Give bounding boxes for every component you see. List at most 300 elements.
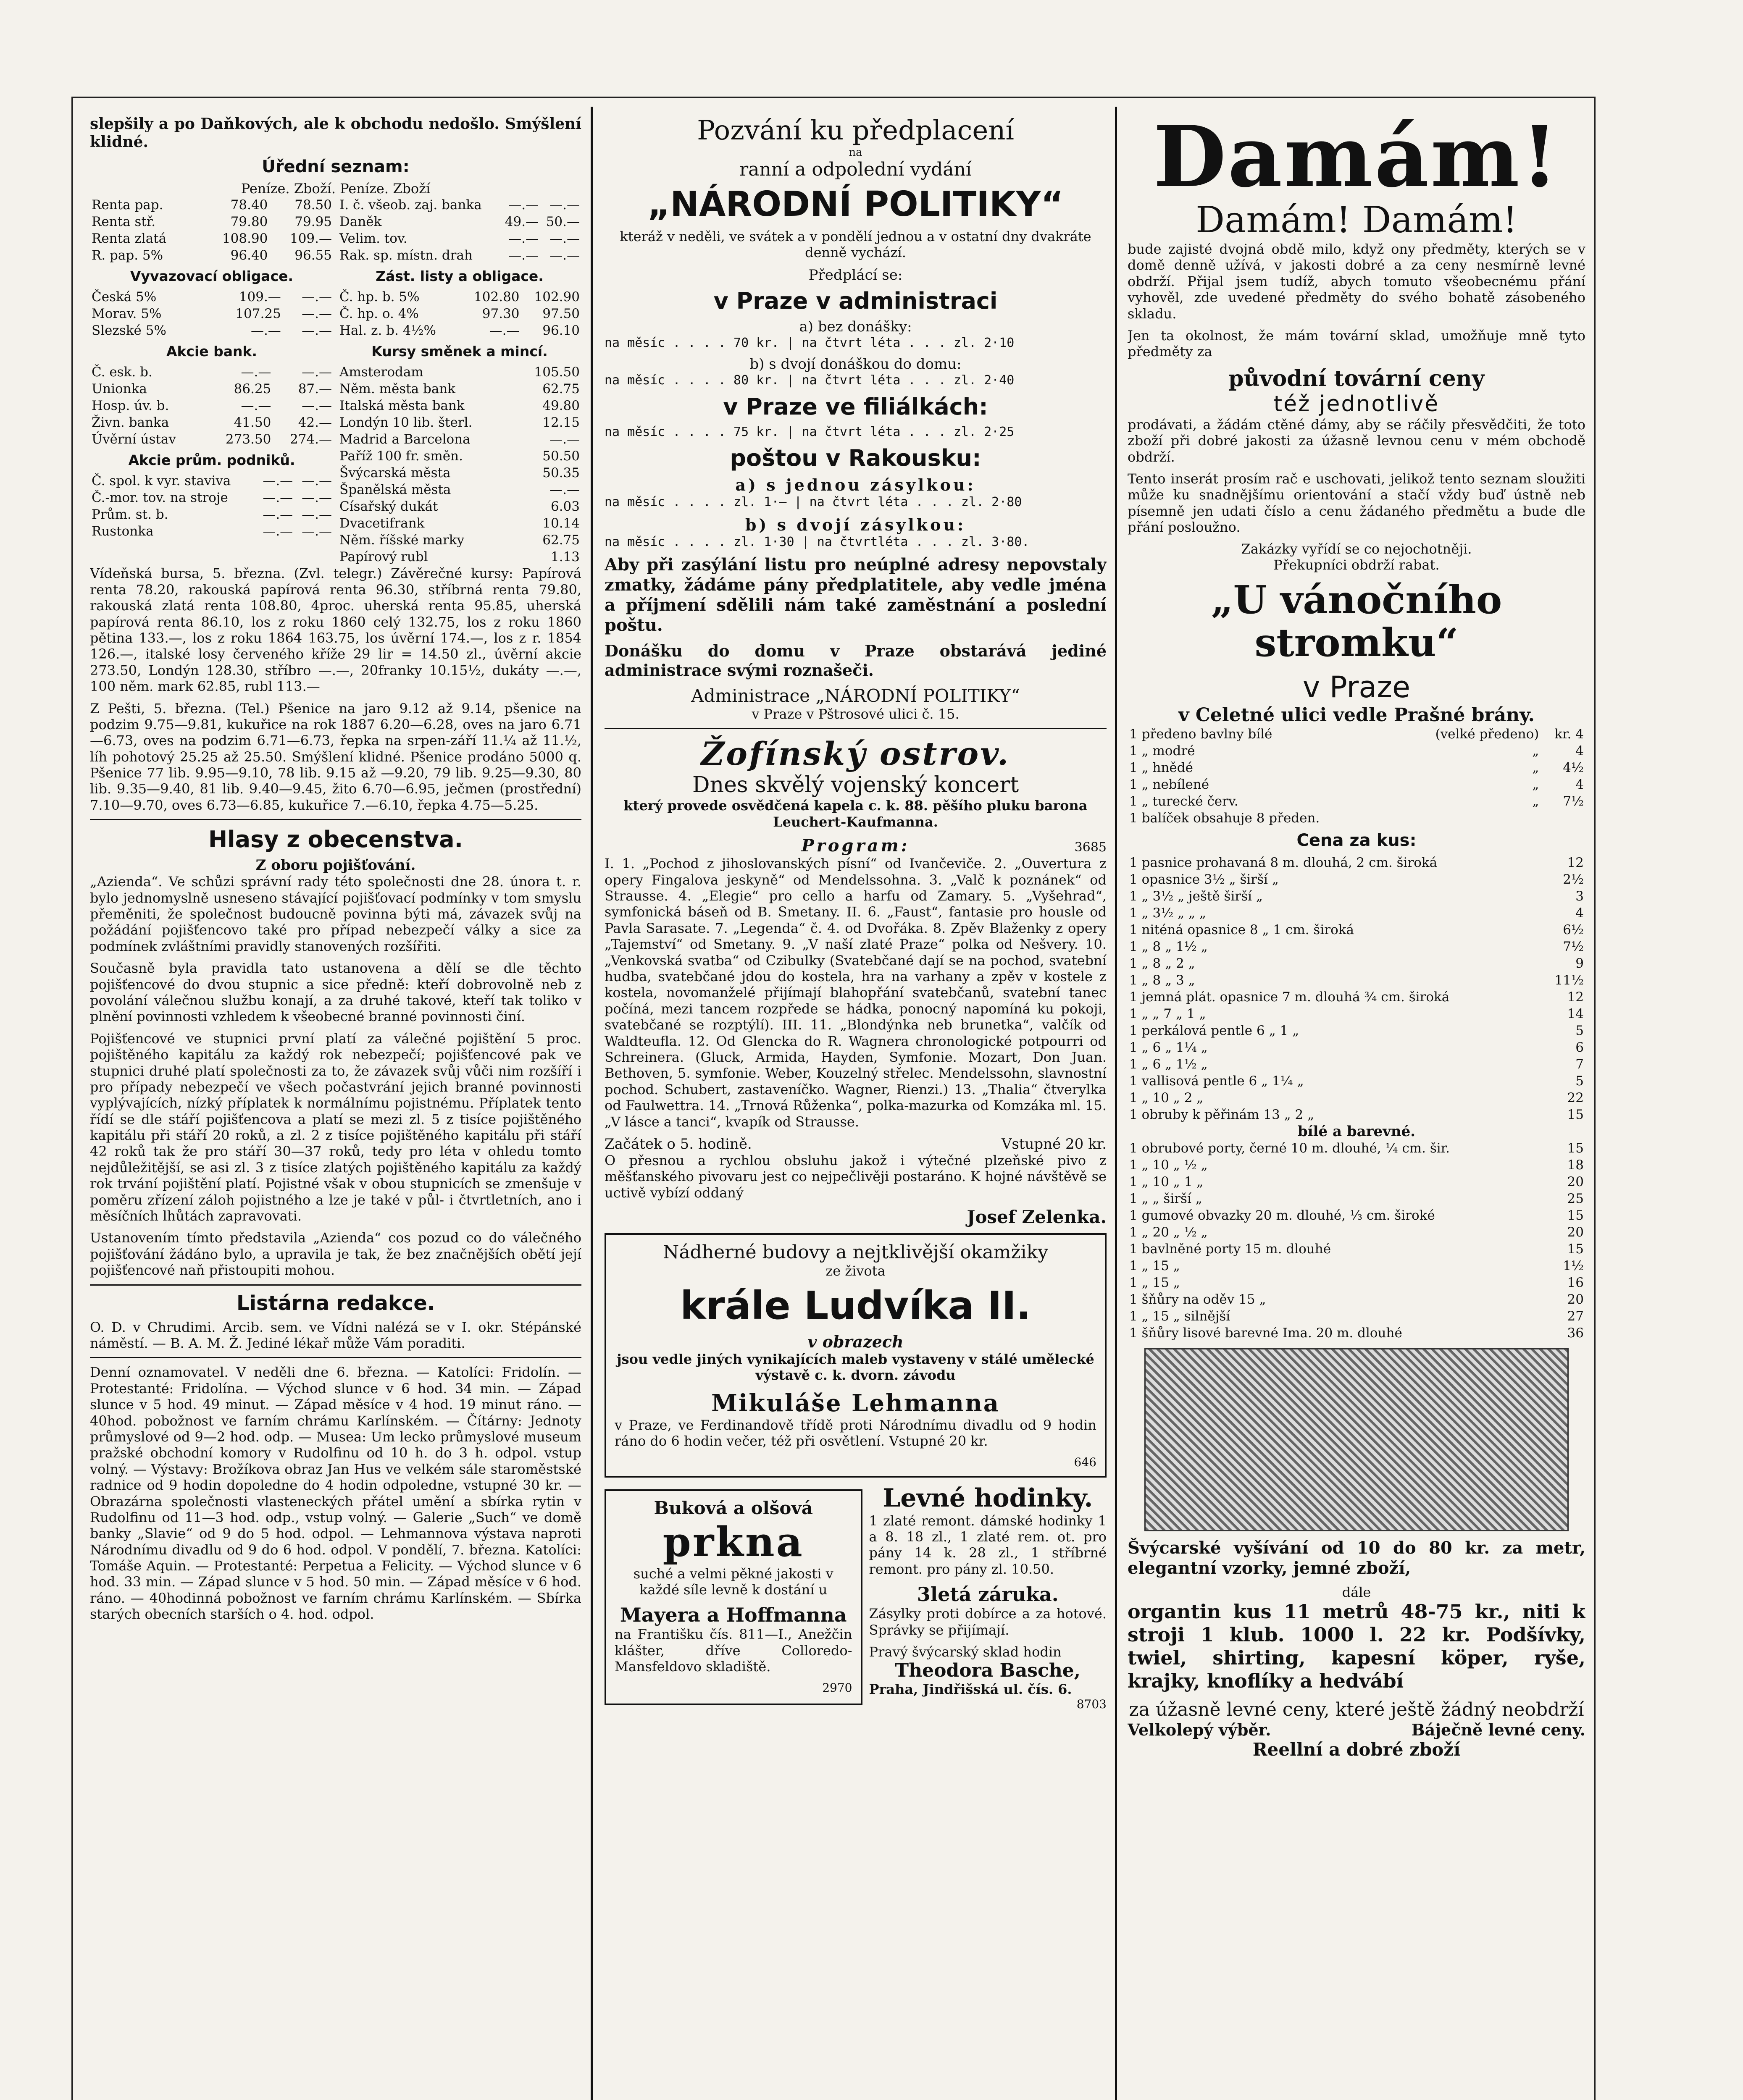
damam-intro-6: Překupníci obdrží rabat. <box>1273 557 1440 573</box>
fx-cell: 10.14 <box>542 516 580 531</box>
ribbon-item-row <box>1128 1073 1585 1089</box>
fx-cell: Madrid a Barcelona <box>339 432 471 447</box>
ribbon-item-cell: 1 „ 6 „ 1½ „ <box>1129 1056 1208 1072</box>
pest-market: Z Pešti, 5. března. (Tel.) Pšenice na jaro 9.12 až 9.14, pšenice na podzim 9.75—9.81, kukuřice na rok 1887 6.20—6.28, oves na jaro 6.71—6.73, oves na podzim 6.71—6.73, řepka na srpen-září 11.¼ až 11.½, líh pohotový 25.25 až 25.50. Smýšlení klidné. Pšenice prodáno 5000 q. Pšenice 77 lib. 9.95—9.10, 78 lib. 9.15 až —9.20, 79 lib. 9.25—9.30, 80 lib. 9.35—9.40, 81 lib. 9.40—9.45, žito 6.70—6.95, ječmen (prostřední) 7.10—9.70, oves 6.73—6.85, kukuřice 7.—6.10, řepka 4.75—5.25. <box>90 700 581 813</box>
trim-item-cell: 1 „ 20 „ ½ „ <box>1129 1224 1208 1240</box>
program-header <box>605 836 1107 856</box>
rate-cell: Rak. sp. místn. drah <box>339 248 473 263</box>
posta-title: poštou v Rakousku: <box>730 445 981 472</box>
notice-text: Aby při zasýlání listu pro neúplné adresy nepovstaly zmatky, žádáme pány předplatitele, aby vedle jména a příjmení sdělili nám také zaměstnání a poslední poštu. <box>605 555 1107 635</box>
rate-cell: —.— <box>549 197 580 213</box>
shop-title: „U vánočního stromku“ <box>1211 577 1502 665</box>
thread-item-cell: 4 <box>1575 777 1584 792</box>
rate-row <box>338 230 581 247</box>
zast-table <box>338 289 581 339</box>
rate-cell: Renta pap. <box>92 197 163 213</box>
fx-cell: 1.13 <box>550 549 580 565</box>
pledge-cell: 102.90 <box>534 289 580 305</box>
thread-item-cell: 1 „ hnědé <box>1129 760 1193 775</box>
admin-signature: Administrace „NÁRODNÍ POLITIKY“ <box>691 685 1020 706</box>
bank-cell: 273.50 <box>225 432 271 447</box>
column-left <box>90 115 581 2100</box>
rates-table-right <box>338 197 581 264</box>
hodinky-title: Levné hodinky. <box>883 1483 1093 1513</box>
fx-row <box>338 465 581 481</box>
fx-cell: Něm. říšské marky <box>339 533 465 548</box>
price-line-4: na měsíc . . . . zl. 1·— | na čtvrt léta . . . zl. 2·80 <box>605 495 1022 510</box>
column-right <box>1128 115 1585 2100</box>
pledge-cell: Č. hp. o. 4% <box>339 306 419 322</box>
listarna-text: O. D. v Chrudimi. Arcib. sem. ve Vídni nalézá se v I. okr. Stépánské náměstí. — B. A. M. Ž. Jediné lékař může Vám poraditi. <box>90 1319 581 1351</box>
hodinky-line-5: Praha, Jindřišská ul. čís. 6. <box>869 1681 1072 1697</box>
ribbon-item-cell: 15 <box>1567 1107 1584 1122</box>
rates-left <box>90 197 334 565</box>
thread-item-cell: „ <box>1532 777 1539 792</box>
hodinky-line-4: Pravý švýcarský sklad hodin <box>869 1643 1062 1660</box>
program-number: 3685 <box>1074 840 1107 855</box>
basche-name: Theodora Basche, <box>895 1659 1081 1681</box>
fx-cell: Něm. města bank <box>339 381 456 397</box>
trim-item-cell: 27 <box>1567 1308 1584 1324</box>
ribbon-item-cell: 1 „ 10 „ 2 „ <box>1129 1090 1204 1105</box>
prkna-line-1: Buková a olšová <box>654 1497 813 1518</box>
rate-cell: 49.— <box>505 214 539 230</box>
trim-item-cell: 1½ <box>1563 1258 1584 1273</box>
bond-cell: 107.25 <box>235 306 281 322</box>
program-text: I. 1. „Pochod z jihoslovanských písní“ od Ivančeviče. 2. „Ouvertura z opery Fingalova jeskyně“ od Mendelssohna. 3. „Valč k poznánek“ od Strausse. 4. „Elegie“ pro cello a harfu od Zamary. 5. „Vyšehrad“, symfonická báseň od B. Smetany. II. 6. „Faust“, fantasie pro housle od Pavla Sarasate. 7. „Legenda“ č. 4. od Dvořáka. 8. Zpěv Blaženky z opery „Tajemství“ od Smetany. 9. „V naší zlaté Praze“ polka od Nešvery. 10. „Venkovská svatba“ od Czibulky (Svatebčané dají se na pochod, svatební hudba, svatebčané jdou do kostela, hra na varhany a zpěv v kostele z kostela, novomanželé přijímají blahopřání svatebčanů, svatební tanec počíná, mezi tancem rozpřede se hádka, ponocný napomíná ku pokoji, svatebčané se rozptýlí). III. 11. „Blondýnka neb brunetka“, valčík od Waldteufla. 12. Od Glencka do R. Wagnera chronologické potpourri od Schreinera. (Gluck, Armida, Hayden, Symfonie. Mozart, Don Juan. Bethoven, 5. symfonie. Weber, Kouzelný střelec. Mendelssohn, slavnostní pochod. Schubert, zastaveníčko. Wagner, Rienzi.) 13. „Thalia“ čtverylka od Faulwettra. 14. „Trnová Růženka“, polka-mazurka od Komzáka ml. 15. „V lásce a tanci“, kvapík od Strausse. <box>605 856 1107 1130</box>
industry-cell: —.— <box>263 473 293 489</box>
damam-headline: Damám! <box>1153 115 1560 206</box>
fx-cell: 105.50 <box>534 365 580 380</box>
rate-cell: —.— <box>549 231 580 247</box>
fx-row <box>338 448 581 465</box>
pledge-row <box>338 322 581 339</box>
price-line-5: na měsíc . . . . zl. 1·30 | na čtvrtléta . . . zl. 3·80. <box>605 534 1030 549</box>
ribbon-item-cell: 9 <box>1575 956 1584 971</box>
market-intro: slepšily a po Daňkových, ale k obchodu nedošlo. Smýšlení klidné. <box>90 115 581 151</box>
ribbon-item-cell: 1 pasnice prohavaná 8 m. dlouhá, 2 cm. široká <box>1129 855 1438 870</box>
bond-row <box>90 322 334 339</box>
pledge-cell: 102.80 <box>474 289 520 305</box>
trim-item-cell: 36 <box>1567 1325 1584 1341</box>
divider <box>90 819 581 820</box>
ludvik-line-2: ze života <box>825 1263 886 1279</box>
fx-cell: Papírový rubl <box>339 549 428 565</box>
mayer-name: Mayera a Hoffmanna <box>620 1604 847 1627</box>
rates-grid <box>90 197 581 565</box>
bank-row <box>90 414 334 431</box>
rate-cell: R. pap. 5% <box>92 248 163 263</box>
rate-cell: 108.90 <box>222 231 268 247</box>
thread-item-row <box>1128 776 1585 793</box>
trim-item-row <box>1128 1173 1585 1190</box>
trim-item-cell: 18 <box>1567 1157 1584 1173</box>
bank-cell: Živn. banka <box>92 415 169 430</box>
thread-item-cell: 1 „ turecké červ. <box>1129 793 1238 809</box>
list-trims <box>1128 1140 1585 1341</box>
hodinky-line-2: 3letá záruka. <box>917 1583 1059 1606</box>
trim-item-row <box>1128 1291 1585 1308</box>
ribbon-item-cell: 14 <box>1567 1006 1584 1021</box>
column-rule <box>1115 107 1117 2100</box>
damam-intro: bude zajisté dvojná obdě milo, když ony předměty, kterých se v domě denně užívá, v jakosti dobré a za ceny nesmírně levné obdrží. Přijal jsem tudíž, abych tomuto všeobecnému přání vyhověl, zde uvedené předměty do svého bohatě zásobeného skladu. <box>1128 241 1585 322</box>
price-a: a) bez donášky: <box>799 318 912 335</box>
ribbon-item-row <box>1128 1106 1585 1123</box>
rates-right <box>338 197 581 565</box>
industry-cell: Č. spol. k vyr. staviva <box>92 473 231 489</box>
hlasy-p1: „Azienda“. Ve schůzi správní rady této společnosti dne 28. února t. r. bylo jednomyslně usneseno stávající pojišťovací podmínky v tom smyslu přeměniti, že společnost budoucně povinna býti má, závazek svůj na požádání pojišťencovo také pro případ nebezpečí války a sice za podmínek zvláštními pravidly stanovených rozšířiti. <box>90 874 581 954</box>
zofin-entry: Vstupné 20 kr. <box>1001 1135 1107 1152</box>
ribbon-item-cell: 6 <box>1575 1040 1584 1055</box>
ribbon-item-cell: 12 <box>1567 989 1584 1005</box>
trim-item-cell: 15 <box>1567 1241 1584 1257</box>
fx-row <box>338 364 581 381</box>
prkna-line-3: na Františku čís. 811—I., Anežčin klášter, dříve Colloredo-Mansfeldovo skladiště. <box>615 1626 852 1675</box>
ribbon-item-cell: 1 „ 8 „ 1½ „ <box>1129 939 1208 954</box>
fx-row <box>338 498 581 515</box>
rate-row <box>90 213 334 230</box>
rate-cell: 109.— <box>289 231 332 247</box>
ludvik-line-1: Nádherné budovy a nejtklivější okamžiky <box>662 1242 1049 1263</box>
fx-row <box>338 515 581 532</box>
trim-item-row <box>1128 1157 1585 1173</box>
ribbon-item-cell: 1 „ 6 „ 1¼ „ <box>1129 1040 1208 1055</box>
price-line-2: na měsíc . . . . 80 kr. | na čtvrt léta . . . zl. 2·40 <box>605 373 1015 388</box>
rate-cell: Daněk <box>339 214 382 230</box>
ribbon-item-cell: 1 „ 3½ „ ještě širší „ <box>1129 888 1263 904</box>
thread-item-cell: 7½ <box>1563 793 1584 809</box>
trim-item-cell: 20 <box>1567 1224 1584 1240</box>
trim-item-cell: 1 „ 10 „ 1 „ <box>1129 1174 1204 1189</box>
industry-cell: Č.-mor. tov. na stroje <box>92 490 228 506</box>
pledge-cell: 97.50 <box>542 306 580 322</box>
fx-cell: Italská města bank <box>339 398 465 414</box>
thread-item-row <box>1128 759 1585 776</box>
bile-barevne: bílé a barevné. <box>1297 1123 1416 1140</box>
denni-oznamovatel: Denní oznamovatel. V neděli dne 6. března. — Katolíci: Fridolín. — Protestanté: Fridolína. — Východ slunce v 6 hod. 34 min. — Západ slunce v 5 hod. 49 minut. — Západ měsíce v 4 hod. 19 minut ráno. — 40hod. pobožnost ve farním chrámu Karlínském. — Čítárny: Jednoty průmyslové od 9—2 hod. odp. — Musea: Um lecko průmyslové museum pražské obchodní komory v Rudolfinu od 10 h. do 3 h. odpol. vstup volný. — Výstavy: Brožíkova obraz Jan Hus ve velkém sále staroměstské radnice od 9 hodin dopoledne do 4 hodin odpoledne, vstupné 30 kr. — Obrazárna společnosti vlasteneckých přátel umění a sbírka rytin v Rudolfinu od 11—3 hod. odp., vstup volný. — Galerie „Such“ ve domě banky „Slavie“ od 9 do 5 hod. odpol. — Lehmannova výstava naproti Národnímu divadlu od 9 do 6 hod. odpol. V pondělí, 7. března. Katolíci: Tomáše Aquin. — Protestanté: Perpetua a Felicity. — Východ slunce v 6 hod. 33 min. — Západ slunce v 5 hod. 50 min. — Západ měsíce v 6 hod. ráno. — 40hodinná pobožnost ve farním chrámu Karlínském. — Sbírka starých obecních starších o 4. hod. odpol. <box>90 1364 581 1622</box>
ribbon-item-cell: 7½ <box>1563 939 1584 954</box>
trim-item-cell: 1 gumové obvazky 20 m. dlouhé, ⅓ cm. široké <box>1129 1208 1435 1223</box>
fx-cell: —.— <box>549 432 580 447</box>
hodinky-ad <box>869 1483 1107 1711</box>
rates-header: Peníze. Zboží. Peníze. Zboží <box>241 181 431 197</box>
fx-row <box>338 397 581 414</box>
bank-cell: —.— <box>302 398 332 414</box>
trim-item-cell: 16 <box>1567 1275 1584 1290</box>
fx-cell: 12.15 <box>542 415 580 430</box>
ribbon-item-row <box>1128 1022 1585 1039</box>
ribbon-item-cell: 22 <box>1567 1090 1584 1105</box>
industry-row <box>90 489 334 506</box>
bonds-title: Vyvazovací obligace. <box>130 268 294 285</box>
rate-cell: —.— <box>549 248 580 263</box>
trim-item-cell: 1 obrubové porty, černé 10 m. dlouhé, ¼ cm. šir. <box>1129 1140 1450 1156</box>
bank-cell: Hosp. úv. b. <box>92 398 169 414</box>
rate-row <box>90 247 334 264</box>
pledge-cell: Č. hp. b. 5% <box>339 289 420 305</box>
newspaper-page <box>71 97 1596 2100</box>
trim-item-cell: 15 <box>1567 1140 1584 1156</box>
invite-text: kteráž v neděli, ve svátek a v pondělí jednou a v ostatní dny dvakráte denně vychází. <box>620 228 1091 261</box>
vysivani-text: Švýcarské vyšívání od 10 do 80 kr. za metr, elegantní vzorky, jemné zboží, <box>1128 1538 1585 1578</box>
divider <box>605 728 1107 729</box>
listarna-title: Listárna redakce. <box>236 1291 435 1315</box>
rates-title: Úřední seznam: <box>262 157 410 177</box>
ludvik-ad <box>605 1233 1107 1478</box>
rate-row <box>338 213 581 230</box>
post-a: a) s jednou zásylkou: <box>735 475 976 495</box>
trim-item-cell: 1 „ 10 „ ½ „ <box>1129 1157 1208 1173</box>
ribbon-item-cell: 1 „ 8 „ 3 „ <box>1129 972 1195 988</box>
list-ribbons <box>1128 854 1585 1123</box>
damam-intro-4: Tento inserát prosím rač e uschovati, jelikož tento seznam sloužiti může ku snadnějšímu orientování a stačí vždy buď ústně neb písemně jen udati číslo a cenu žádaného předmětu a bude dle přání posloužno. <box>1128 470 1585 536</box>
list-threads <box>1128 726 1585 827</box>
zofin-start: Začátek o 5. hodině. <box>605 1135 752 1152</box>
fx-cell: 49.80 <box>542 398 580 414</box>
ribbon-item-row <box>1128 938 1585 955</box>
damam-intro-3: prodávati, a žádám ctěné dámy, aby se ráčily přesvědčiti, že toto zboží při dobré jakosti za úžasně levnou cenu v mém obchodě obdrží. <box>1128 416 1585 465</box>
trim-item-cell: 20 <box>1567 1174 1584 1189</box>
rate-cell: 50.— <box>546 214 580 230</box>
bond-cell: —.— <box>302 306 332 322</box>
ribbon-item-row <box>1128 921 1585 938</box>
velky-vyber: Velkolepý výběr. <box>1128 1720 1271 1739</box>
trim-item-row <box>1128 1274 1585 1291</box>
rate-cell: 79.80 <box>230 214 268 230</box>
ribbon-item-cell: 1 „ 8 „ 2 „ <box>1129 956 1195 971</box>
column-middle <box>605 115 1107 2100</box>
bottom-ads <box>605 1483 1107 1711</box>
rate-cell: —.— <box>508 231 539 247</box>
puvodni-ceny: původní tovární ceny <box>1228 365 1485 391</box>
thread-item-cell: 1 předeno bavlny bílé <box>1129 726 1272 742</box>
divider <box>90 1284 581 1286</box>
trim-item-cell: 1 „ „ širší „ <box>1129 1191 1202 1206</box>
ribbon-item-row <box>1128 905 1585 921</box>
trim-item-row <box>1128 1224 1585 1241</box>
rate-cell: Velim. tov. <box>339 231 407 247</box>
bond-row <box>90 289 334 305</box>
ludvik-line-3: v obrazech <box>807 1332 904 1352</box>
damam-intro-2: Jen ta okolnost, že mám tovární sklad, umožňuje mně tyto předměty za <box>1128 327 1585 360</box>
trim-item-cell: 1 „ 15 „ <box>1129 1258 1180 1273</box>
ribbon-item-cell: 4 <box>1575 905 1584 921</box>
rate-cell: 96.55 <box>294 248 332 263</box>
rate-cell: I. č. všeob. zaj. banka <box>339 197 482 213</box>
pledge-cell: —.— <box>489 323 520 339</box>
ribbon-item-row <box>1128 989 1585 1005</box>
thread-item-cell: (velké předeno) <box>1435 726 1539 742</box>
thread-item-row <box>1128 793 1585 810</box>
ind-title: Akcie prům. podniků. <box>128 452 295 469</box>
rate-cell: —.— <box>508 248 539 263</box>
thread-item-row <box>1128 810 1585 827</box>
hodinky-line-3: Zásylky proti dobírce a za hotové. Správky se přijímají. <box>869 1606 1107 1638</box>
thread-item-row <box>1128 726 1585 743</box>
thread-item-row <box>1128 743 1585 759</box>
thread-item-cell: 4½ <box>1563 760 1584 775</box>
dale-text: dále <box>1342 1584 1371 1600</box>
zofin-times <box>605 1136 1107 1152</box>
trim-item-cell: 20 <box>1567 1292 1584 1307</box>
fx-cell: 62.75 <box>542 381 580 397</box>
rate-cell: 96.40 <box>230 248 268 263</box>
fx-row <box>338 549 581 565</box>
trim-item-cell: 25 <box>1567 1191 1584 1206</box>
bank-cell: Č. esk. b. <box>92 365 152 380</box>
fx-cell: 62.75 <box>542 533 580 548</box>
pledge-cell: 96.10 <box>542 323 580 339</box>
fx-cell: Paříž 100 fr. směn. <box>339 449 463 464</box>
paper-name: „NÁRODNÍ POLITIKY“ <box>647 184 1064 224</box>
zofin-text: který provede osvědčená kapela c. k. 88. pěšího pluku barona Leuchert-Kaufmanna. <box>623 798 1088 830</box>
ribbon-item-cell: 12 <box>1567 855 1584 870</box>
trim-item-row <box>1128 1257 1585 1274</box>
bond-cell: —.— <box>302 289 332 305</box>
hodinky-number: 8703 <box>1076 1697 1107 1711</box>
industry-cell: —.— <box>302 524 332 539</box>
ribbon-item-cell: 6½ <box>1563 922 1584 937</box>
lace-illustration <box>1144 1348 1569 1531</box>
ribbon-item-cell: 1 obruby k pěřinám 13 „ 2 „ <box>1129 1107 1314 1122</box>
rate-cell: 78.50 <box>294 197 332 213</box>
ludvik-title: krále Ludvíka II. <box>680 1283 1031 1328</box>
trim-item-row <box>1128 1140 1585 1157</box>
bond-cell: 109.— <box>239 289 281 305</box>
rate-row <box>90 197 334 213</box>
prkna-number: 2970 <box>822 1680 852 1695</box>
pledge-row <box>338 305 581 322</box>
bond-row <box>90 305 334 322</box>
rate-cell: 78.40 <box>230 197 268 213</box>
admin-address: v Praze v Pštrosové ulici č. 15. <box>752 706 960 722</box>
industry-row <box>90 506 334 523</box>
bajecne-ceny: Báječně levné ceny. <box>1411 1720 1585 1739</box>
ludvik-number: 646 <box>1074 1455 1096 1469</box>
bond-cell: —.— <box>302 323 332 339</box>
fx-cell: 6.03 <box>550 499 580 514</box>
thread-item-cell: „ <box>1532 743 1539 759</box>
zast-title: Zást. listy a obligace. <box>376 268 544 285</box>
zofin-title: Žofínský ostrov. <box>701 735 1010 773</box>
rate-cell: 79.95 <box>294 214 332 230</box>
thread-item-cell: „ <box>1532 793 1539 809</box>
divider <box>90 1357 581 1358</box>
trim-item-row <box>1128 1207 1585 1224</box>
prkna-line-2: suché a velmi pěkné jakosti v každé síle levně k dostání u <box>633 1565 833 1598</box>
fx-row <box>338 381 581 397</box>
ribbon-item-cell: 1 vallisová pentle 6 „ 1¼ „ <box>1129 1073 1304 1089</box>
trim-item-cell: 1 bavlněné porty 15 m. dlouhé <box>1129 1241 1331 1257</box>
post-b: b) s dvojí zásylkou: <box>745 515 966 534</box>
bank-cell: —.— <box>241 365 271 380</box>
bond-cell: Morav. 5% <box>92 306 162 322</box>
bank-cell: 42.— <box>298 415 332 430</box>
bank-row <box>90 381 334 397</box>
prices-intro: Předplácí se: <box>808 266 903 284</box>
hlasy-p4: Ustanovením tímto představila „Azienda“ cos pozud co do válečného pojišťování žádáno bylo, a upravila je tak, že bez značnějších obětí její pojišťencové naň přistoupiti mohou. <box>90 1230 581 1278</box>
ribbon-item-row <box>1128 972 1585 989</box>
bank-table <box>90 364 334 448</box>
reelni-text: Reellní a dobré zboží <box>1252 1739 1461 1760</box>
fx-cell: 50.35 <box>542 465 580 481</box>
trim-item-row <box>1128 1325 1585 1341</box>
bank-title: Akcie bank. <box>166 343 258 360</box>
lehmann-name: Mikuláše Lehmanna <box>711 1389 1000 1417</box>
pledge-cell: 97.30 <box>482 306 520 322</box>
ribbon-item-cell: 1 jemná plát. opasnice 7 m. dlouhá ¾ cm. široká <box>1129 989 1450 1005</box>
ribbon-item-row <box>1128 1005 1585 1022</box>
rate-row <box>338 197 581 213</box>
prkna-title: prkna <box>662 1518 804 1566</box>
ribbon-item-cell: 1 „ „ 7 „ 1 „ <box>1129 1006 1206 1021</box>
industry-row <box>90 472 334 489</box>
thread-item-cell: kr. 4 <box>1554 726 1584 742</box>
praha-admin: v Praze v administraci <box>713 287 998 314</box>
fx-cell: Švýcarská města <box>339 465 451 481</box>
thread-item-cell <box>1394 810 1541 827</box>
industry-row <box>90 523 334 540</box>
fx-cell: Londýn 10 lib. šterl. <box>339 415 473 430</box>
program-title: Program: <box>801 836 910 856</box>
ribbon-item-cell: 5 <box>1575 1023 1584 1038</box>
fx-table <box>338 364 581 565</box>
price-b: b) s dvojí donáškou do domu: <box>749 356 962 373</box>
fx-cell: Dvacetifrank <box>339 516 425 531</box>
bank-row <box>90 397 334 414</box>
hodinky-line-1: 1 zlaté remont. dámské hodinky 1 a 8. 18 zl., 1 zlaté rem. ot. pro pány 14 k. 28 zl., 1 stříbrné remont. pro pány zl. 10.50. <box>869 1512 1107 1577</box>
fx-cell: Císařský dukát <box>339 499 438 514</box>
fx-row <box>338 431 581 448</box>
ribbon-item-row <box>1128 1089 1585 1106</box>
ribbon-item-cell: 11½ <box>1554 972 1584 988</box>
vienna-bourse: Vídeňská bursa, 5. března. (Zvl. telegr.) Závěrečné kursy: Papírová renta 78.20, rakouská papírová renta 96.30, stříbrná renta 79.80, rakouská zlatá renta 108.80, 4proc. uherská renta 95.85, uherská papírová renta 86.10, los z roku 1860 celý 132.75, los z roku 1860 pětina 133.—, los z roku 1864 163.75, los úvěrní 174.—, los z r. 1854 126.—, italské losy červeného kříže 29 lir = 14.50 zl., úvěrní akcie 273.50, Londýn 128.30, stříbro —.—, 20franky 10.15½, dukáty —.—, 100 něm. mark 62.85, rubl 113.— <box>90 565 581 695</box>
ribbon-item-cell: 1 niténá opasnice 8 „ 1 cm. široká <box>1129 922 1354 937</box>
bank-row <box>90 431 334 448</box>
ribbon-item-cell: 3 <box>1575 888 1584 904</box>
pledge-cell: Hal. z. b. 4½% <box>339 323 436 339</box>
bank-cell: 87.— <box>298 381 332 397</box>
bank-cell: Unionka <box>92 381 147 397</box>
ribbon-item-row <box>1128 888 1585 905</box>
column-rule <box>591 107 593 2100</box>
industry-cell: —.— <box>263 524 293 539</box>
industry-cell: Rustonka <box>92 524 154 539</box>
ribbon-item-row <box>1128 955 1585 972</box>
trim-item-row <box>1128 1241 1585 1257</box>
bond-cell: Česká 5% <box>92 289 157 305</box>
hlasy-title: Hlasy z obecenstva. <box>208 826 463 853</box>
fx-cell: —.— <box>549 482 580 498</box>
ludvik-line-4: jsou vedle jiných vynikajících maleb vystaveny v stálé umělecké výstavě c. k. dvorn. závodu <box>617 1351 1094 1383</box>
industry-cell: Prům. st. b. <box>92 507 168 522</box>
rate-cell: Renta stř. <box>92 214 156 230</box>
bank-cell: 274.— <box>289 432 332 447</box>
invite-title: Pozvání ku předplacení <box>697 115 1014 146</box>
rate-cell: —.— <box>508 197 539 213</box>
fx-cell: 50.50 <box>542 449 580 464</box>
industry-cell: —.— <box>263 507 293 522</box>
pledge-row <box>338 289 581 305</box>
ribbon-item-row <box>1128 854 1585 871</box>
ribbon-item-cell: 5 <box>1575 1073 1584 1089</box>
invite-subtitle: ranní a odpolední vydání <box>739 159 972 180</box>
trim-item-cell: 1 „ 15 „ silnější <box>1129 1308 1230 1324</box>
bank-cell: 86.25 <box>234 381 271 397</box>
price-line-3: na měsíc . . . . 75 kr. | na čtvrt léta . . . zl. 2·25 <box>605 424 1015 439</box>
trim-item-cell: 1 šňůry lisové barevné Ima. 20 m. dlouhé <box>1129 1325 1402 1341</box>
ribbon-item-cell: 1 perkálová pentle 6 „ 1 „ <box>1129 1023 1299 1038</box>
